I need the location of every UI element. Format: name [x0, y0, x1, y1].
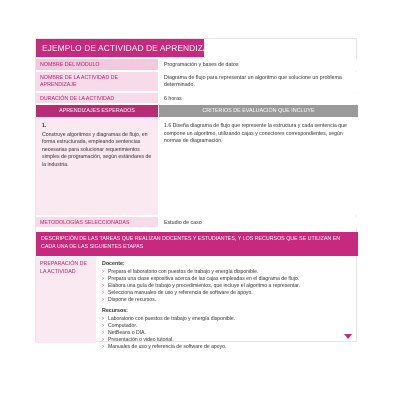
list-item: › Elabora una guía de trabajo y procedimientos, que incluye el algoritmo a representar. [102, 283, 352, 290]
list-item: › Presentación o video tutorial. [102, 337, 352, 344]
preparacion-content [96, 257, 358, 350]
docente-title: Docente: [102, 261, 125, 267]
aprendizaje-cell [36, 118, 158, 215]
aprendizaje-number: 1. [42, 123, 47, 129]
recursos-title: Recursos: [102, 308, 128, 314]
list-item: › Laboratorio con puestos de trabajo y energía disponible. [102, 316, 352, 323]
criterio-cell [158, 118, 358, 215]
arrow-down-icon[interactable] [344, 334, 352, 339]
modulo-value: Programación y bases de datos [158, 59, 358, 70]
duracion-row [36, 93, 358, 104]
descripcion-band: DESCRIPCIÓN DE LAS TAREAS QUE REALIZAN DOCENTES Y ESTUDIANTES, Y LOS RECURSOS QUE SE UTILIZAN EN CADA UNA DE LAS SIGUIENTES ETAPAS [36, 232, 358, 256]
actividad-label: NOMBRE DE LA ACTIVIDAD DE APRENDIZAJE [36, 72, 158, 91]
aprendizajes-header: APRENDIZAJES ESPERADOS [36, 105, 158, 117]
criterio-text: 1.6 Diseña diagrama de flujo que represente la estructura y cada sentencia que compone un algoritmo, utilizando cajas y conectores correspondientes, según normas de diagramación. [164, 123, 347, 144]
columns-header [36, 105, 358, 117]
duracion-label: DURACIÓN DE LA ACTIVIDAD [36, 93, 158, 103]
preparacion-row [36, 257, 358, 350]
list-item: › Dispone de recursos. [102, 297, 352, 304]
preparacion-label: PREPARACIÓN DE LA ACTIVIDAD [36, 257, 96, 343]
activity-card [35, 38, 357, 350]
list-item: › Manuales de uso y referencia de software de apoyo. [102, 344, 352, 351]
list-item: › Computador. [102, 323, 352, 330]
list-item: › Prepara el laboratorio con puestos de trabajo y energía disponible. [102, 269, 352, 276]
actividad-value: Diagrama de flujo para representar un algoritmo que solucione un problema determinado. [158, 72, 358, 91]
card-title: EJEMPLO DE ACTIVIDAD DE APRENDIZAJE [36, 39, 204, 57]
list-item: › NetBeans o DIA. [102, 330, 352, 337]
list-item: › Selecciona manuales de uso y referencia de software de apoyo. [102, 290, 352, 297]
metodologias-row [36, 217, 358, 228]
duracion-value: 6 horas [158, 93, 358, 103]
criterios-header: CRITERIOS DE EVALUACIÓN QUE INCLUYE [158, 105, 358, 117]
recursos-list [102, 316, 352, 351]
modulo-label: NOMBRE DEL MÓDULO [36, 59, 158, 70]
aprendizaje-criterio-row [36, 118, 358, 215]
actividad-row [36, 72, 358, 92]
docente-list [102, 269, 352, 304]
metodologias-value: Estudio de caso [158, 217, 358, 227]
list-item: › Prepara una clase expositiva acerca de las cajas empleadas en el diagrama de flujo. [102, 276, 352, 283]
metodologias-label: METODOLOGÍAS SELECCIONADAS [36, 217, 158, 227]
modulo-row [36, 59, 358, 71]
aprendizaje-text: Construye algoritmos y diagramas de flujo, en forma estructurada, empleando sentencias necesarias para solucionar requerimientos simples de programación, según estándares de la industria. [42, 131, 152, 168]
